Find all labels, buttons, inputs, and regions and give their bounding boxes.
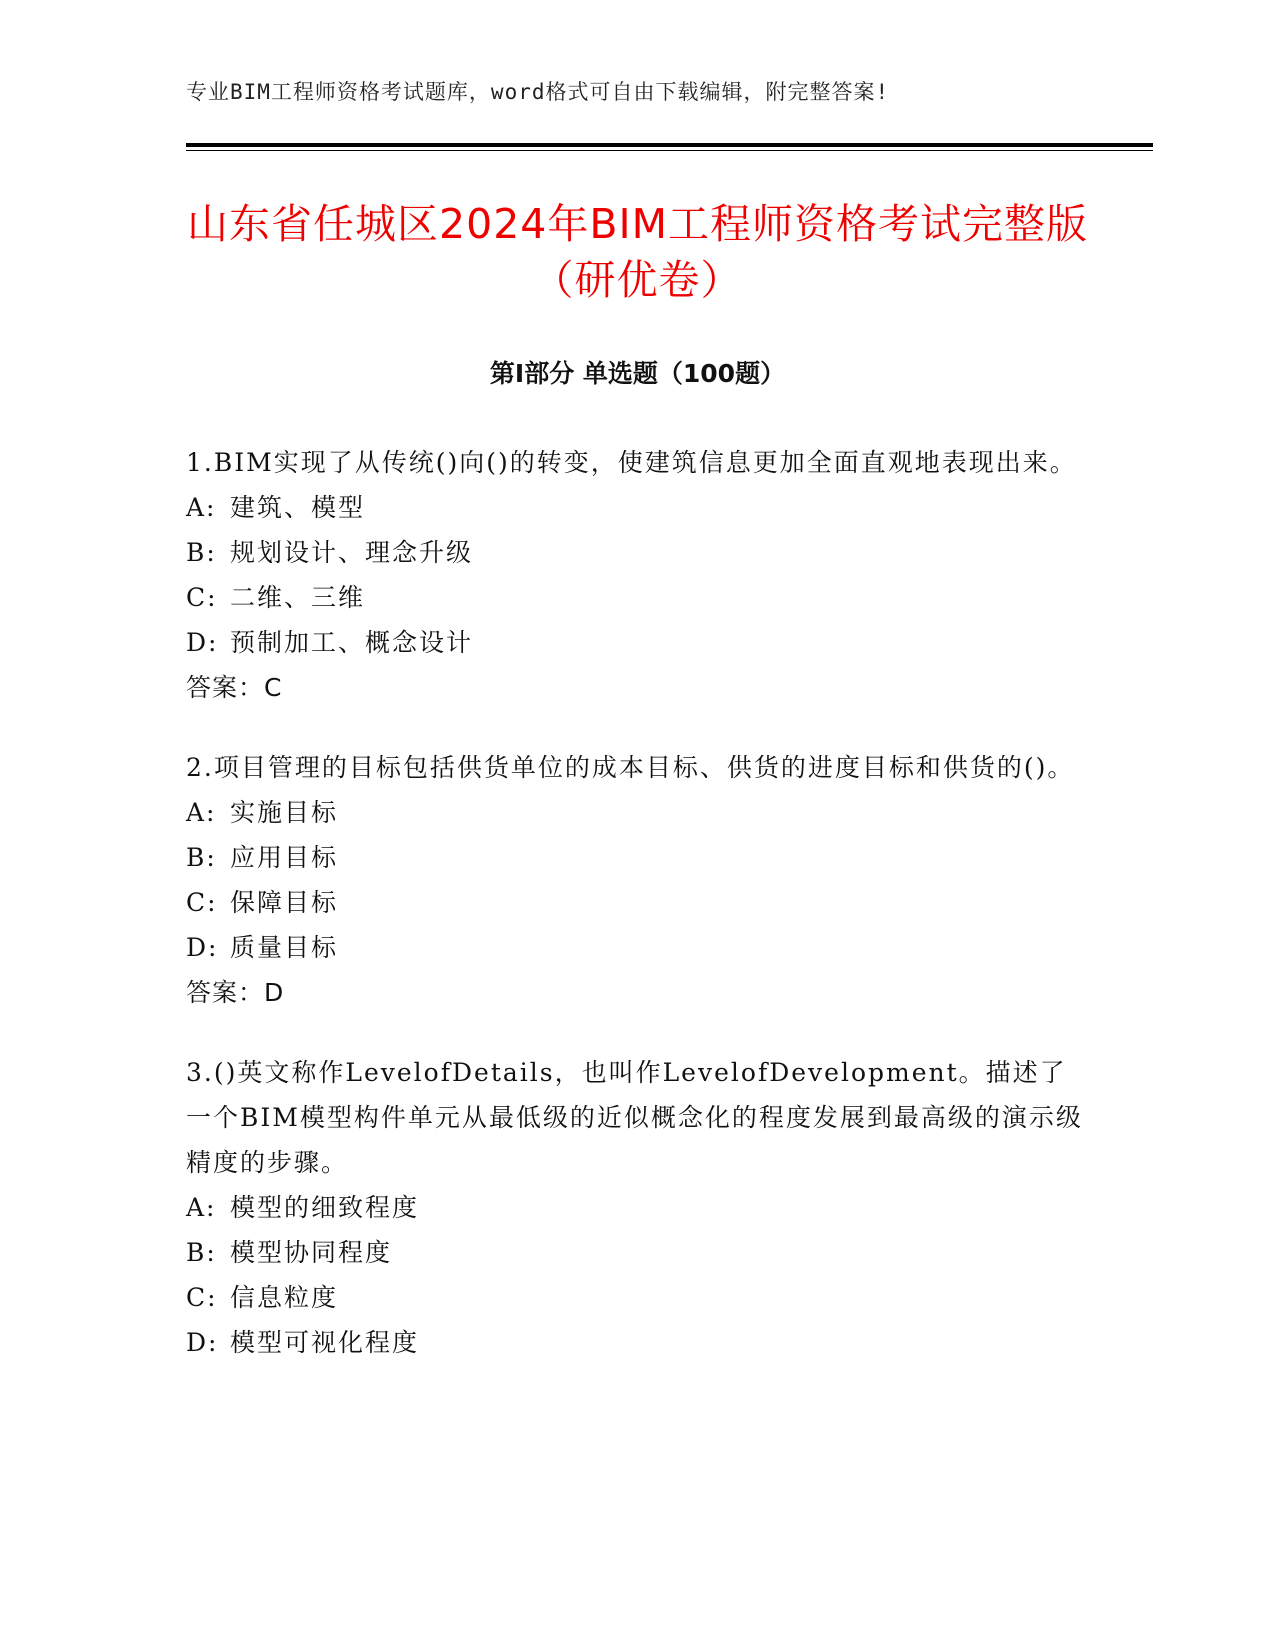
option-c	[186, 880, 1086, 925]
option-text: 二维、三维	[230, 583, 366, 612]
option-letter: B:	[186, 538, 217, 567]
option-letter: C:	[186, 1283, 218, 1312]
option-letter: C:	[186, 583, 218, 612]
option-c	[186, 1275, 1086, 1320]
option-letter: A:	[186, 1193, 217, 1222]
question-1	[186, 440, 1086, 710]
option-c	[186, 575, 1086, 620]
question-stem: 2.项目管理的目标包括供货单位的成本目标、供货的进度目标和供货的()。	[186, 753, 1075, 782]
option-a	[186, 1185, 1086, 1230]
option-letter: A:	[186, 798, 217, 827]
option-text: 模型协同程度	[230, 1238, 393, 1267]
option-letter: C:	[186, 888, 218, 917]
header-note: 专业BIM工程师资格考试题库，word格式可自由下载编辑，附完整答案!	[186, 80, 890, 104]
option-letter: D:	[186, 1328, 219, 1357]
option-letter: D:	[186, 628, 219, 657]
option-letter: B:	[186, 843, 217, 872]
option-a	[186, 485, 1086, 530]
option-b	[186, 835, 1086, 880]
option-b	[186, 1230, 1086, 1275]
answer: 答案：C	[186, 673, 283, 702]
option-letter: D:	[186, 933, 219, 962]
option-text: 模型的细致程度	[230, 1193, 420, 1222]
option-a	[186, 790, 1086, 835]
header-rule-thin	[186, 150, 1153, 151]
option-d	[186, 925, 1086, 970]
document-title: 山东省任城区2024年BIM工程师资格考试完整版（研优卷）	[187, 200, 1088, 304]
option-letter: A:	[186, 493, 217, 522]
header-rule-thick	[186, 143, 1153, 147]
option-d	[186, 1320, 1086, 1365]
option-letter: B:	[186, 1238, 217, 1267]
question-stem: 1.BIM实现了从传统()向()的转变，使建筑信息更加全面直观地表现出来。	[186, 448, 1077, 477]
option-text: 建筑、模型	[230, 493, 366, 522]
option-text: 规划设计、理念升级	[230, 538, 474, 567]
option-text: 预制加工、概念设计	[230, 628, 474, 657]
option-text: 模型可视化程度	[230, 1328, 420, 1357]
option-b	[186, 530, 1086, 575]
question-2	[186, 745, 1086, 1015]
option-text: 应用目标	[230, 843, 339, 872]
section-title: 第Ⅰ部分 单选题（100题）	[489, 359, 786, 388]
option-text: 保障目标	[230, 888, 339, 917]
answer: 答案：D	[186, 978, 285, 1007]
option-text: 实施目标	[230, 798, 339, 827]
option-d	[186, 620, 1086, 665]
question-list	[186, 440, 1086, 1400]
question-3	[186, 1050, 1086, 1365]
option-text: 质量目标	[230, 933, 339, 962]
option-text: 信息粒度	[230, 1283, 339, 1312]
question-stem: 3.()英文称作LevelofDetails，也叫作LevelofDevelopment。描述了一个BIM模型构件单元从最低级的近似概念化的程度发展到最高级的演示级精度的步骤。	[186, 1058, 1083, 1177]
